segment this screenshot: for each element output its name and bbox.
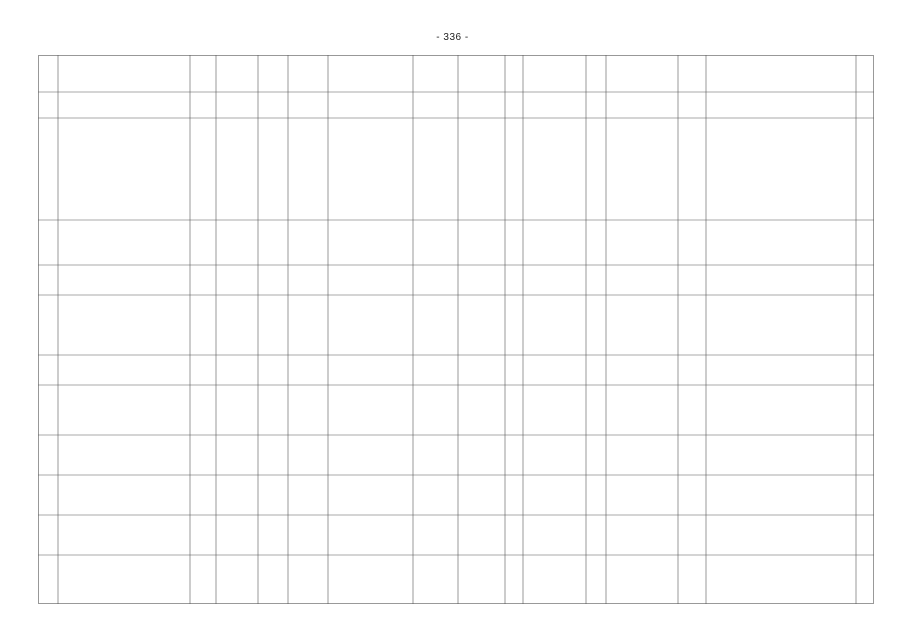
page-number: - 336 - <box>436 32 469 43</box>
table-border <box>39 56 874 604</box>
dangerous-goods-table <box>38 55 874 604</box>
table-grid <box>38 55 874 604</box>
